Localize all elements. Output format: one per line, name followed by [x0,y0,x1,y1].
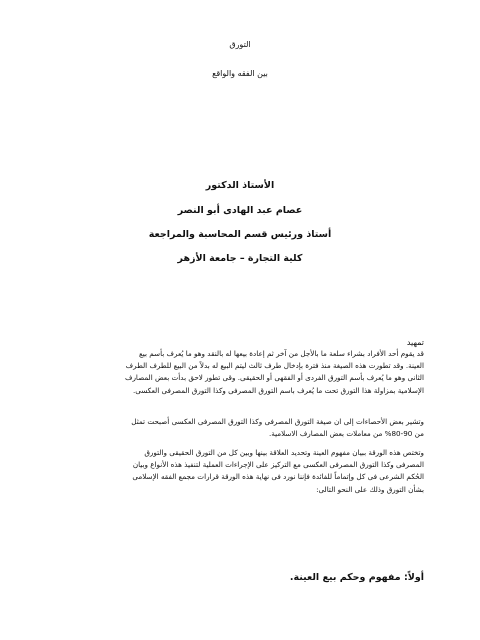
paragraph-line: وتشير بعض الأحصاءات إلى ان صيغة التورق المصرفى وكذا التورق المصرفى العكسى أصبحت تمثل [131,417,424,426]
paragraph-line: العينة. وقد تطورت هذه الصيغة منذ فترة بإدخال طرف ثالث ليتم البيع له بدلاً من البيع للطرف الطرف [125,361,424,371]
paragraph-line: قد يقوم أحد الأفراد بشراء سلعة ما بالأجل من آخر ثم إعادة بيعها له بالنقد وهو ما يُعرف بأسم بيع [138,349,424,358]
paragraph-intro [62,348,424,397]
author-name: عصام عبد الهادى أبو النصر [177,205,303,216]
section-heading: أولاً: مفهوم وحكم بيع العينة. [289,572,424,583]
document-subtitle: بين الفقه والواقع [212,69,268,78]
author-label: الأستاذ الدكتور [205,180,275,191]
paragraph-statistics [62,416,424,440]
document-title: التورق [229,40,251,49]
paragraph-line: الثانى وهو ما يُعرف بأسم التورق الفردى أو الفقهى أو الحقيقى. وقى تطور لاحق بدأت بعض المصارف [125,373,424,383]
paragraph-line: من 90-80% من معاملات بعض المصارف الاسلامية. [268,429,424,439]
author-position: أستاذ ورئيس قسم المحاسبة والمراجعة [148,229,332,240]
paragraph-line: المصرفى وكذا التورق المصرفى العكسى مع التركيز على الإجراءات العملية لتنفيذ هذه الأنواع وبيان [132,460,424,470]
paragraph-line: بشأن التورق وذلك على النحو التالى: [316,484,424,494]
paragraph-line: الحُكم الشرعى فى كل وإتماماً للفائدة فإننا نورد فى نهاية هذه الورقة قرارات مجمع الفقه الإسلامى [132,472,424,482]
paragraph-scope [62,447,424,496]
intro-heading: تمهيد [406,338,424,347]
paragraph-line: الإسلامية بمزاولة هذا التورق تحت ما يُعرف باسم التورق المصرفى وكذا التورق المصرفى العكسى. [132,385,424,395]
author-affiliation: كلية التجارة – جامعة الأزهر [177,253,303,264]
paragraph-line: وتختص هذه الورقة ببيان مفهوم العينة وتحديد العلاقة بينها وبين كل من التورق الحقيقى والتورق [144,448,424,457]
